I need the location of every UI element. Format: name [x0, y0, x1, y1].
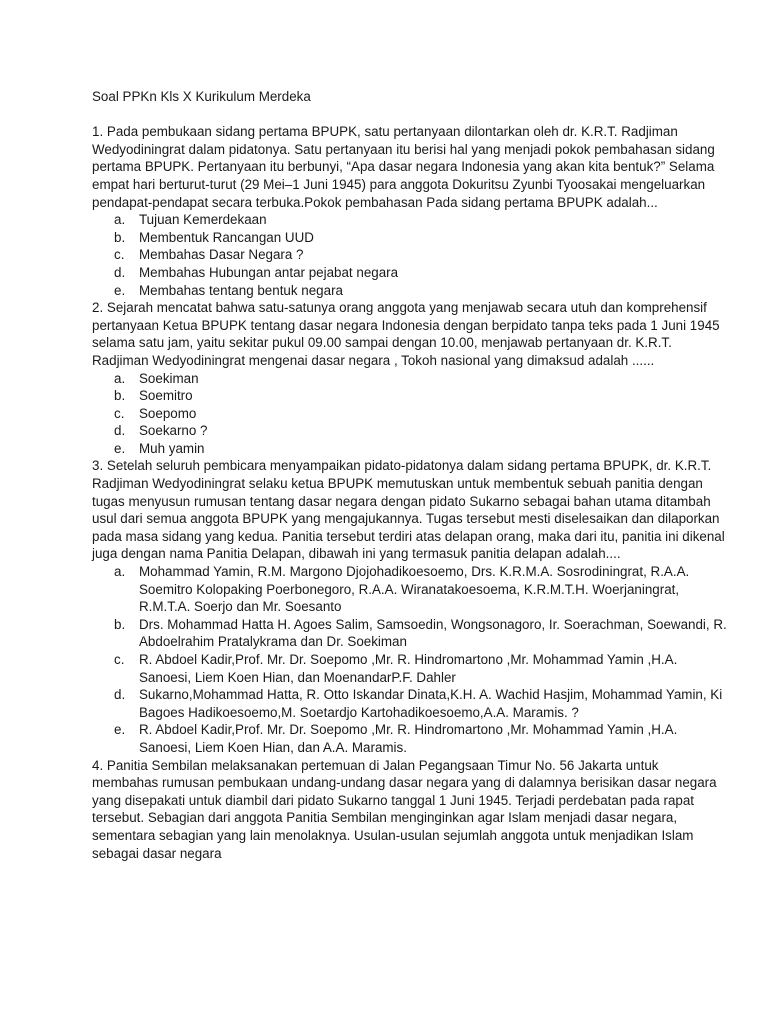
option-list [92, 211, 728, 299]
option-list [92, 563, 728, 757]
option-text: R. Abdoel Kadir,Prof. Mr. Dr. Soepomo ,Mr. R. Hindromartono ,Mr. Mohammad Yamin ,H.A. Sanoesi, Liem Koen Hian, dan A.A. Maramis. [139, 722, 678, 755]
question-4 [92, 757, 728, 863]
option-item [92, 651, 728, 686]
option-item [92, 282, 728, 300]
question-text: 2. Sejarah mencatat bahwa satu-satunya orang anggota yang menjawab secara utuh dan komprehensif pertanyaan Ketua BPUPK tentang dasar negara Indonesia dengan berpidato tanpa teks pada 1 Juni 1945 selama satu jam, yaitu sekitar pukul 09.00 sampai dengan 10.00, menjawab pertanyaan dr. K.R.T. Radjiman Wedyodiningrat mengenai dasar negara , Tokoh nasional yang dimaksud adalah ...... [92, 300, 720, 368]
option-text: Membentuk Rancangan UUD [139, 229, 314, 245]
option-item [92, 405, 728, 423]
option-item [92, 387, 728, 405]
option-letter: b. [114, 388, 126, 404]
option-letter: c. [114, 247, 125, 263]
option-item [92, 686, 728, 721]
option-letter: c. [114, 652, 125, 667]
option-letter: c. [114, 405, 125, 421]
question-3 [92, 457, 728, 756]
option-letter: d. [114, 423, 126, 439]
option-text: Soekarno ? [139, 423, 208, 439]
option-letter: e. [114, 722, 126, 738]
option-item [92, 264, 728, 282]
question-1 [92, 123, 728, 299]
option-list [92, 370, 728, 458]
question-text: 3. Setelah seluruh pembicara menyampaikan pidato-pidatonya dalam sidang pertama BPUPK, dr. K.R.T. Radjiman Wedyodiningrat selaku ketua BPUPK memutuskan untuk membentuk sebuah panitia dengan tugas menyusun rumusan tentang dasar negara dengan pidato Sukarno sebagai bahan utama ditambah usul dari semua anggota BPUPK yang mengajukannya. Tugas tersebut mesti diselesaikan dan dilaporkan pada masa sidang yang kedua. Panitia tersebut terdiri atas delapan orang, maka dari itu, panitia ini dikenal juga dengan nama Panitia Delapan, dibawah ini yang termasuk panitia delapan adalah.... [92, 458, 725, 562]
option-text: Drs. Mohammad Hatta H. Agoes Salim, Samsoedin, Wongsonagoro, Ir. Soerachman, Soewandi, R. Abdoelrahim Pratalykrama dan Dr. Soekiman [139, 616, 727, 650]
option-text: Membahas tentang bentuk negara [139, 282, 343, 298]
option-item [92, 616, 728, 651]
question-text: 1. Pada pembukaan sidang pertama BPUPK, satu pertanyaan dilontarkan oleh dr. K.R.T. Radjiman Wedyodiningrat dalam pidatonya. Satu pertanyaan itu berisi hal yang menjadi pokok pembahasan sidang pertama BPUPK. Pertanyaan itu berbunyi, “Apa dasar negara Indonesia yang akan kita bentuk?” Selama empat hari berturut-turut (29 Mei–1 Juni 1945) para anggota Dokuritsu Zyunbi Tyoosakai mengeluarkan pendapat-pendapat secara terbuka.Pokok pembahasan Pada sidang pertama BPUPK adalah... [92, 124, 715, 210]
option-text: Sukarno,Mohammad Hatta, R. Otto Iskandar Dinata,K.H. A. Wachid Hasjim, Mohammad Yamin, Ki Bagoes Hadikoesoemo,M. Soetardjo Kartohadikoesoemo,A.A. Maramis. ? [139, 687, 723, 720]
option-letter: b. [114, 229, 126, 245]
option-letter: a. [114, 564, 126, 580]
option-text: Mohammad Yamin, R.M. Margono Djojohadikoesoemo, Drs. K.R.M.A. Sosrodiningrat, R.A.A. Soemitro Kolopaking Poerbonegoro, R.A.A. Wiranatakoesoema, K.R.M.T.H. Woerjaningrat, R.M.T.A. Soerjo dan Mr. Soesanto [139, 564, 690, 615]
option-item [92, 246, 728, 264]
option-item [92, 563, 728, 616]
option-text: Membahas Hubungan antar pejabat negara [139, 264, 399, 280]
option-item [92, 440, 728, 458]
option-letter: e. [114, 282, 126, 298]
option-text: R. Abdoel Kadir,Prof. Mr. Dr. Soepomo ,Mr. R. Hindromartono ,Mr. Mohammad Yamin ,H.A. Sanoesi, Liem Koen Hian, dan MoenandarP.F. Dahler [139, 652, 678, 685]
option-letter: b. [114, 616, 126, 632]
option-letter: a. [114, 370, 126, 386]
option-letter: a. [114, 212, 126, 228]
option-text: Soekiman [139, 370, 199, 386]
option-item [92, 370, 728, 388]
option-item [92, 229, 728, 247]
option-letter: e. [114, 440, 126, 456]
option-text: Muh yamin [139, 440, 205, 456]
question-2 [92, 299, 728, 457]
option-letter: d. [114, 264, 126, 280]
option-text: Tujuan Kemerdekaan [139, 212, 267, 228]
question-text: 4. Panitia Sembilan melaksanakan pertemuan di Jalan Pegangsaan Timur No. 56 Jakarta untuk membahas rumusan pembukaan undang-undang dasar negara yang di dalamnya berisikan dasar negara yang disepakati untuk diambil dari pidato Sukarno tanggal 1 Juni 1945. Terjadi perdebatan pada rapat tersebut. Sebagian dari anggota Panitia Sembilan menginginkan agar Islam menjadi dasar negara, sementara sebagian yang lain menolaknya. Usulan-usulan sejumlah anggota untuk menjadikan Islam sebagai dasar negara [92, 757, 717, 861]
document-title: Soal PPKn Kls X Kurikulum Merdeka [92, 89, 311, 104]
option-item [92, 422, 728, 440]
option-text: Membahas Dasar Negara ? [139, 247, 304, 263]
option-item [92, 211, 728, 229]
option-item [92, 721, 728, 756]
option-letter: d. [114, 687, 126, 703]
option-text: Soepomo [139, 405, 197, 421]
option-text: Soemitro [139, 388, 193, 404]
